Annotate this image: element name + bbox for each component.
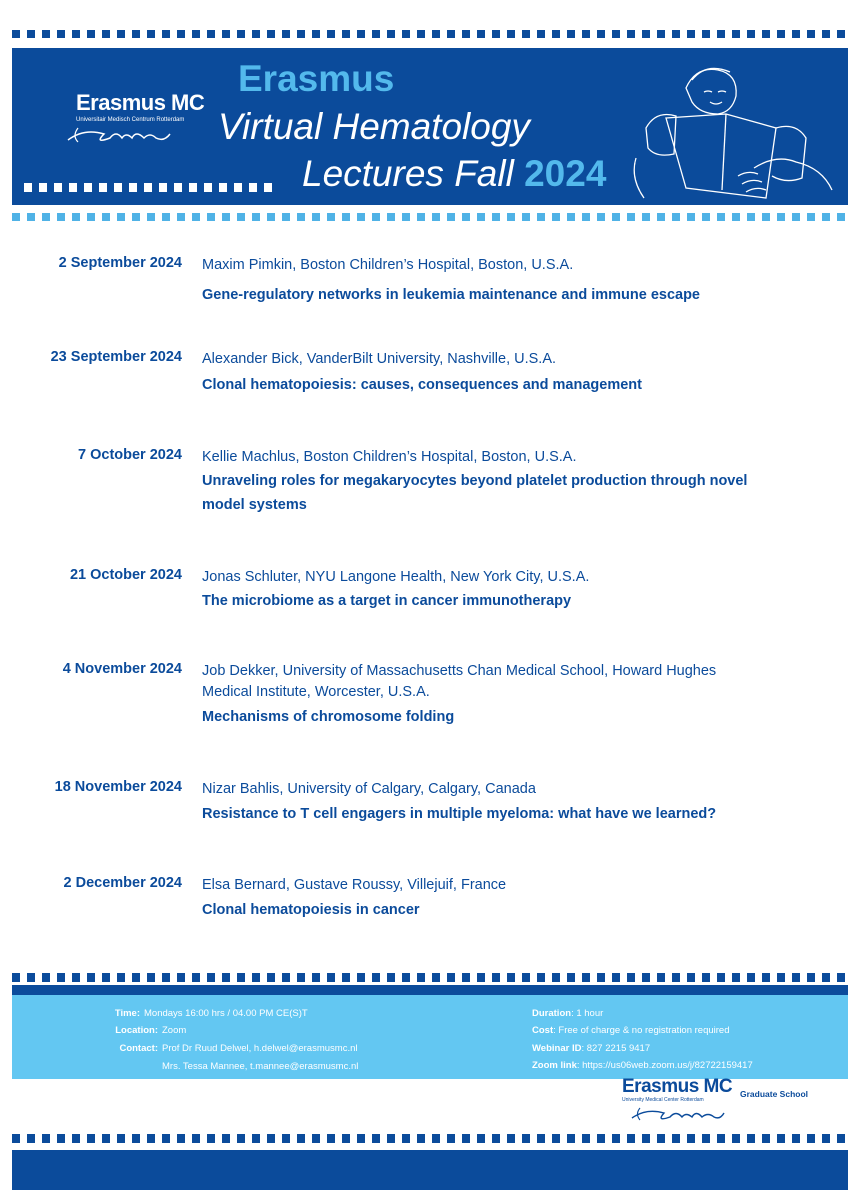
title-erasmus: Erasmus [238, 58, 395, 99]
title-virtual-hematology: Virtual Hematology [218, 106, 530, 147]
title-lectures-fall [302, 153, 606, 195]
lecture-speaker: Elsa Bernard, Gustave Roussy, Villejuif, France [202, 877, 507, 893]
title-lectures-fall-text: Lectures Fall [302, 153, 514, 194]
header-banner [12, 48, 848, 205]
lecture-date: 2 September 2024 [58, 255, 182, 271]
location-label: Location: [115, 1025, 158, 1036]
erasmus-mc-logo-subtitle: Universitair Medisch Centrum Rotterdam [76, 117, 185, 123]
footer-webinar-row [532, 1043, 650, 1054]
webinar-label: Webinar ID [532, 1043, 582, 1054]
duration-label: Duration [532, 1008, 572, 1019]
lecture-date: 21 October 2024 [69, 567, 182, 583]
header-dotted-line [24, 183, 274, 192]
graduate-school-logo: Erasmus MC [622, 1076, 733, 1097]
lecture-topic: Gene-regulatory networks in leukemia maintenance and immune escape [202, 287, 700, 303]
lecture-speaker: Job Dekker, University of Massachusetts Chan Medical School, Howard Hughes Medical Institute, Worcester, U.S.A. [202, 663, 717, 700]
lecture-topic: Resistance to T cell engagers in multiple myeloma: what have we learned? [202, 806, 717, 822]
erasmus-reading-illustration [626, 58, 836, 203]
location-value: Zoom [162, 1025, 187, 1036]
graduate-school-signature-icon [628, 1100, 728, 1126]
lecture-date: 23 September 2024 [50, 349, 182, 365]
zoom-link[interactable]: : https://us06web.zoom.us/j/82722159417 [576, 1060, 753, 1071]
cost-value: : Free of charge & no registration required [553, 1025, 730, 1036]
top-dotted-border [12, 30, 848, 38]
cost-label: Cost [532, 1025, 554, 1036]
lecture-topic: Clonal hematopoiesis: causes, consequences and management [202, 377, 642, 393]
bottom-bar [12, 1150, 848, 1190]
zoom-label: Zoom link [532, 1060, 577, 1071]
erasmus-signature-icon [64, 118, 174, 148]
lecture-date: 4 November 2024 [62, 661, 182, 677]
lecture-topic: Unraveling roles for megakaryocytes beyond platelet production through novel model systems [202, 473, 748, 513]
contact-value-1: Prof Dr Ruud Delwel, h.delwel@erasmusmc.nl [162, 1043, 358, 1054]
erasmus-mc-logo: Erasmus MC [76, 90, 205, 115]
lecture-date: 7 October 2024 [78, 447, 182, 463]
time-value: Mondays 16:00 hrs / 04.00 PM CE(S)T [144, 1008, 308, 1019]
lecture-speaker: Alexander Bick, VanderBilt University, Nashville, U.S.A. [202, 351, 557, 367]
footer-cost-row [532, 1025, 730, 1036]
duration-value: : 1 hour [571, 1008, 604, 1019]
lecture-speaker: Kellie Machlus, Boston Children’s Hospital, Boston, U.S.A. [202, 449, 577, 465]
footer-duration-row [532, 1008, 603, 1019]
webinar-value: : 827 2215 9417 [581, 1043, 651, 1054]
footer-top-dotted-border [12, 973, 848, 982]
header-bottom-dotted-border [12, 213, 848, 221]
footer-stripe [12, 985, 848, 995]
bottom-dotted-border [12, 1134, 848, 1143]
lecture-speaker: Maxim Pimkin, Boston Children’s Hospital, Boston, U.S.A. [202, 257, 574, 273]
lecture-topic: Mechanisms of chromosome folding [202, 709, 455, 725]
lecture-topic: The microbiome as a target in cancer immunotherapy [202, 593, 572, 609]
lecture-date: 2 December 2024 [63, 875, 182, 891]
contact-label: Contact: [119, 1043, 158, 1054]
footer-zoom-row [532, 1060, 753, 1071]
footer-info-band [12, 995, 848, 1079]
lecture-topic: Clonal hematopoiesis in cancer [202, 902, 420, 918]
title-year: 2024 [524, 153, 607, 194]
graduate-school-logo-subtitle: University Medical Center Rotterdam [622, 1097, 704, 1103]
time-label: Time: [114, 1008, 140, 1019]
contact-value-2: Mrs. Tessa Mannee, t.mannee@erasmusmc.nl [162, 1061, 359, 1072]
graduate-school-label: Graduate School [740, 1089, 809, 1099]
lecture-date: 18 November 2024 [54, 779, 182, 795]
lecture-speaker: Jonas Schluter, NYU Langone Health, New York City, U.S.A. [202, 569, 590, 585]
lecture-speaker: Nizar Bahlis, University of Calgary, Calgary, Canada [202, 781, 536, 797]
